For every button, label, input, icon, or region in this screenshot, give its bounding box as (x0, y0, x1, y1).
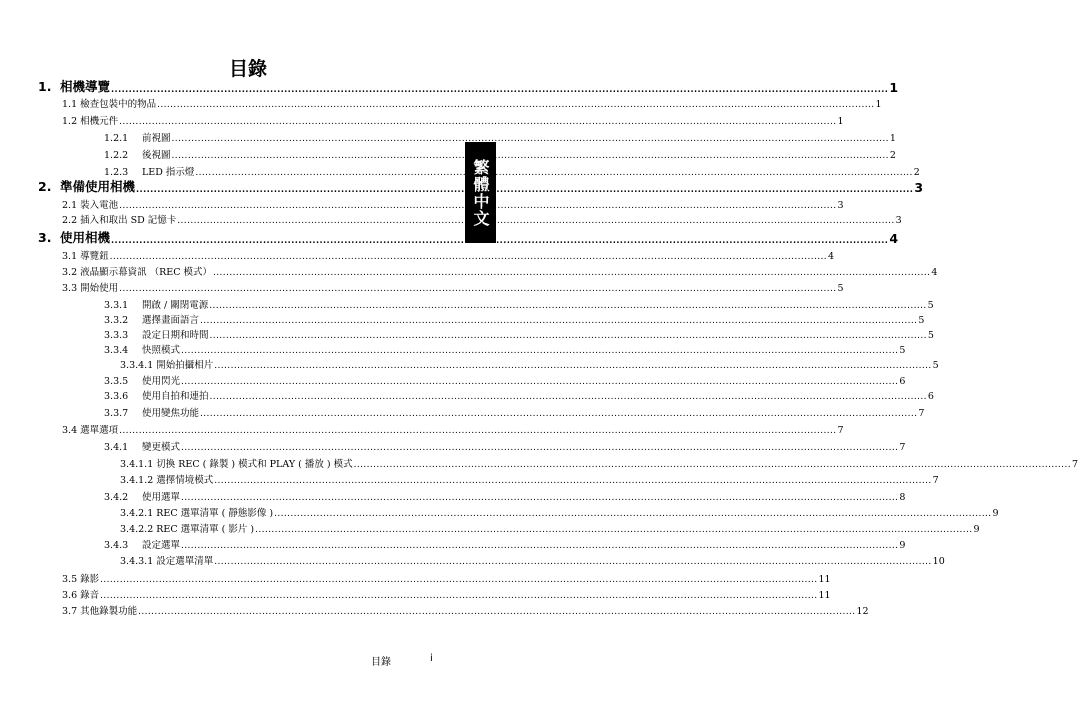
toc-entry[interactable] (120, 521, 980, 535)
dot-leader: ............................................................................................................................................................................................................................ (119, 117, 837, 127)
toc-entry-page: 12 (856, 606, 869, 617)
toc-entry[interactable] (62, 280, 844, 294)
dot-leader: ............................................................................................................................................................................................................................ (138, 607, 856, 617)
dot-leader: ............................................................................................................................................................................................................................ (209, 392, 927, 402)
toc-entry[interactable] (120, 505, 999, 519)
toc-entry-number: 3.4.2.1 (120, 508, 154, 519)
toc-entry-label: 設定日期和時間 (142, 330, 209, 341)
toc-entry-page: 4 (889, 231, 899, 246)
toc-entry[interactable] (62, 212, 902, 226)
dot-leader: ............................................................................................................................................................................................................................ (181, 541, 899, 551)
dot-leader: ............................................................................................................................................................................................................................ (119, 426, 837, 436)
toc-entry-label: 相機元件 (80, 116, 119, 127)
toc-entry-number: 3.4.3.1 (120, 556, 154, 567)
toc-entry-page: 5 (837, 283, 844, 294)
toc-entry-number: 1.2 (62, 116, 78, 127)
toc-entry-title (62, 280, 118, 294)
toc-entry-title (38, 77, 110, 95)
toc-entry-number: 1.2.1 (104, 133, 129, 144)
dot-leader: ............................................................................................................................................................................................................................ (200, 316, 918, 326)
toc-entry-label: 使用自拍和連拍 (142, 391, 209, 402)
toc-entry-page: 7 (918, 408, 925, 419)
toc-entry-number: 3.4.1 (104, 442, 129, 453)
toc-entry-number: 3.7 (62, 606, 78, 617)
toc-entry-number: 3.4.1.1 (120, 459, 154, 470)
toc-entry-number: 2.2 (62, 215, 78, 226)
toc-entry-number: 1.1 (62, 99, 78, 110)
toc-entry-title (104, 342, 180, 356)
toc-entry-title (120, 553, 213, 567)
toc-entry-number: 3.2 (62, 267, 78, 278)
toc-entry-title (104, 164, 194, 178)
toc-entry-page: 7 (1071, 459, 1078, 470)
toc-entry-title (62, 96, 156, 110)
toc-entry-title (104, 327, 209, 341)
toc-entry-title (104, 489, 180, 503)
dot-leader: ............................................................................................................................................................................................................................ (214, 361, 932, 371)
toc-entry-number: 3.4.2.2 (120, 524, 154, 535)
toc-entry-number: 3.4.3 (104, 540, 129, 551)
dot-leader: ............................................................................................................................................................................................................................ (181, 443, 899, 453)
toc-entry-label: 導覽鈕 (80, 251, 109, 262)
toc-entry-page: 2 (889, 150, 896, 161)
dot-leader: ............................................................................................................................................................................................................................ (209, 331, 927, 341)
toc-entry-label: 變更模式 (142, 442, 181, 453)
toc-entry-label: 使用變焦功能 (142, 408, 200, 419)
toc-entry-number: 3.4 (62, 425, 78, 436)
toc-entry[interactable] (120, 472, 939, 486)
dot-leader: ............................................................................................................................................................................................................................ (214, 476, 932, 486)
toc-entry-title (62, 571, 99, 585)
toc-entry-title (104, 297, 208, 311)
toc-entry-label: 設定選單 (142, 540, 181, 551)
toc-entry-page: 9 (992, 508, 999, 519)
dot-leader: ............................................................................................................................................................................................................................ (181, 493, 899, 503)
dot-leader: ............................................................................................................................................................................................................................ (136, 185, 914, 195)
toc-entry[interactable] (104, 147, 896, 161)
toc-entry-number: 3.4.1.2 (120, 475, 154, 486)
toc-entry-page: 3 (837, 200, 844, 211)
dot-leader: ............................................................................................................................................................................................................................ (209, 301, 927, 311)
toc-entry[interactable] (62, 197, 844, 211)
toc-entry-label: 設定選單清單 (156, 556, 214, 567)
toc-entry-title (104, 439, 180, 453)
toc-entry-label: 使用閃光 (142, 376, 181, 387)
toc-entry[interactable] (62, 96, 882, 110)
toc-entry[interactable] (62, 603, 869, 617)
toc-entry-number: 3.3.6 (104, 391, 129, 402)
toc-entry[interactable] (104, 489, 906, 503)
toc-entry[interactable] (104, 327, 934, 341)
dot-leader: ............................................................................................................................................................................................................................ (119, 284, 837, 294)
toc-entry[interactable] (62, 113, 844, 127)
footer-label: 目錄 (371, 657, 391, 668)
toc-entry-number: 3.1 (62, 251, 78, 262)
toc-entry[interactable] (104, 164, 920, 178)
toc-entry[interactable] (120, 456, 1078, 470)
toc-entry-number: 3.3.4.1 (120, 360, 154, 371)
toc-entry[interactable] (104, 297, 934, 311)
toc-entry-page: 6 (927, 391, 934, 402)
toc-entry-number: 3.3.4 (104, 345, 129, 356)
toc-entry-number: 3.3.1 (104, 300, 129, 311)
toc-entry-label: 切換 REC ( 錄製 ) 模式和 PLAY ( 播放 ) 模式 (156, 459, 353, 470)
toc-entry-page: 5 (927, 300, 934, 311)
toc-entry[interactable] (38, 79, 899, 95)
toc-entry-label: 選單選項 (80, 425, 119, 436)
dot-leader: ............................................................................................................................................................................................................................ (181, 346, 899, 356)
toc-entry-title (120, 472, 213, 486)
toc-entry-page: 9 (973, 524, 980, 535)
toc-entry-page: 10 (932, 556, 945, 567)
toc-entry-label: REC 選單清單 ( 靜態影像 ) (156, 508, 274, 519)
toc-entry-number: 3.3.2 (104, 315, 129, 326)
dot-leader: ............................................................................................................................................................................................................................ (177, 216, 895, 226)
toc-entry-title (62, 113, 118, 127)
toc-entry-number: 3.6 (62, 590, 78, 601)
toc-entry-title (62, 587, 99, 601)
toc-entry-label: REC 選單清單 ( 影片 ) (156, 524, 255, 535)
toc-entry-label: 插入和取出 SD 記憶卡 (80, 215, 177, 226)
toc-entry-label: 選擇情境模式 (156, 475, 214, 486)
toc-entry-label: 液晶顯示幕資訊 （REC 模式） (80, 267, 213, 278)
toc-entry-label: 前視圖 (142, 133, 171, 144)
toc-entry[interactable] (62, 264, 938, 278)
toc-entry-page: 4 (931, 267, 938, 278)
toc-entry-title (104, 373, 180, 387)
toc-entry-title (38, 177, 135, 195)
dot-leader: ............................................................................................................................................................................................................................ (274, 509, 992, 519)
toc-entry[interactable] (104, 130, 896, 144)
toc-entry-page: 7 (932, 475, 939, 486)
dot-leader: ............................................................................................................................................................................................................................ (119, 201, 837, 211)
dot-leader: ............................................................................................................................................................................................................................ (157, 100, 875, 110)
toc-entry-title (104, 405, 199, 419)
toc-entry-page: 1 (837, 116, 844, 127)
dot-leader: ............................................................................................................................................................................................................................ (100, 591, 818, 601)
dot-leader: ............................................................................................................................................................................................................................ (111, 85, 889, 95)
toc-entry-title (120, 456, 353, 470)
toc-entry[interactable] (62, 587, 831, 601)
toc-entry-page: 4 (828, 251, 835, 262)
page-title: 目錄 (228, 58, 267, 80)
toc-entry-label: 檢查包裝中的物品 (80, 99, 157, 110)
dot-leader: ............................................................................................................................................................................................................................ (109, 252, 828, 262)
toc-entry-page: 5 (927, 330, 934, 341)
toc-entry-label: 其他錄製功能 (80, 606, 138, 617)
toc-entry[interactable] (104, 342, 906, 356)
toc-entry-label: 相機導覽 (60, 79, 111, 94)
toc-entry-label: 開始拍攝相片 (156, 360, 214, 371)
dot-leader: ............................................................................................................................................................................................................................ (111, 236, 889, 246)
toc-entry-title (104, 130, 171, 144)
dot-leader: ............................................................................................................................................................................................................................ (200, 409, 918, 419)
toc-entry-title (62, 248, 109, 262)
toc-entry[interactable] (62, 422, 844, 436)
toc-entry-title (62, 422, 118, 436)
toc-entry-label: 開啟 / 關閉電源 (142, 300, 209, 311)
toc-entry-label: 錄音 (80, 590, 100, 601)
dot-leader: ............................................................................................................................................................................................................................ (100, 575, 818, 585)
toc-entry[interactable] (104, 405, 925, 419)
toc-entry-page: 1 (889, 80, 899, 95)
toc-entry[interactable] (104, 439, 906, 453)
toc-entry-title (104, 147, 171, 161)
toc-entry-number: 3.5 (62, 574, 78, 585)
toc-entry-label: LED 指示燈 (142, 167, 195, 178)
toc-entry[interactable] (104, 312, 925, 326)
toc-entry-title (104, 537, 180, 551)
toc-entry-label: 後視圖 (142, 150, 171, 161)
toc-entry[interactable] (104, 537, 906, 551)
dot-leader: ............................................................................................................................................................................................................................ (214, 557, 932, 567)
toc-entry-label: 開始使用 (80, 283, 119, 294)
toc-entry-number: 2. (38, 179, 52, 194)
dot-leader: ............................................................................................................................................................................................................................ (195, 168, 913, 178)
toc-entry-title (104, 388, 209, 402)
dot-leader: ............................................................................................................................................................................................................................ (171, 151, 889, 161)
toc-entry-number: 3.3.7 (104, 408, 129, 419)
dot-leader: ............................................................................................................................................................................................................................ (213, 268, 931, 278)
toc-entry-number: 3.4.2 (104, 492, 129, 503)
toc-entry-page: 11 (818, 590, 831, 601)
toc-entry[interactable] (62, 248, 835, 262)
footer-page-number: i (430, 653, 433, 664)
toc-entry-title (62, 197, 118, 211)
toc-entry-page: 5 (918, 315, 925, 326)
toc-entry-number: 1.2.3 (104, 167, 129, 178)
dot-leader: ............................................................................................................................................................................................................................ (255, 525, 973, 535)
toc-entry-title (104, 312, 199, 326)
language-tab-label: 繁體中文 (471, 158, 490, 227)
toc-entry-label: 使用選單 (142, 492, 181, 503)
toc-entry-page: 9 (899, 540, 906, 551)
toc-entry-page: 5 (932, 360, 939, 371)
toc-entry-title (120, 357, 213, 371)
toc-entry-number: 3.3.5 (104, 376, 129, 387)
toc-entry-page: 1 (889, 133, 896, 144)
toc-entry-number: 3.3 (62, 283, 78, 294)
toc-entry-page: 3 (914, 180, 924, 195)
toc-entry-page: 5 (899, 345, 906, 356)
toc-entry-label: 使用相機 (60, 230, 111, 245)
dot-leader: ............................................................................................................................................................................................................................ (171, 134, 889, 144)
dot-leader: ............................................................................................................................................................................................................................ (353, 460, 1071, 470)
toc-entry[interactable] (38, 230, 899, 246)
toc-entry-title (38, 228, 110, 246)
toc-entry[interactable] (120, 357, 939, 371)
toc-entry[interactable] (38, 179, 924, 195)
toc-entry-page: 7 (837, 425, 844, 436)
toc-entry-title (120, 505, 273, 519)
toc-entry-title (62, 603, 137, 617)
toc-entry-label: 快照模式 (142, 345, 181, 356)
toc-entry-title (120, 521, 254, 535)
toc-entry-page: 6 (899, 376, 906, 387)
toc-entry-page: 2 (913, 167, 920, 178)
toc-entry-label: 準備使用相機 (60, 179, 136, 194)
toc-entry-title (62, 264, 212, 278)
toc-entry[interactable] (62, 571, 831, 585)
toc-entry-page: 11 (818, 574, 831, 585)
toc-entry-number: 2.1 (62, 200, 78, 211)
toc-entry[interactable] (104, 373, 906, 387)
toc-entry[interactable] (104, 388, 934, 402)
toc-entry-number: 3. (38, 230, 52, 245)
toc-entry-label: 選擇畫面語言 (142, 315, 200, 326)
toc-entry-page: 3 (895, 215, 902, 226)
toc-entry[interactable] (120, 553, 945, 567)
toc-entry-number: 1.2.2 (104, 150, 129, 161)
toc-entry-number: 3.3.3 (104, 330, 129, 341)
toc-entry-title (62, 212, 176, 226)
toc-entry-page: 1 (875, 99, 882, 110)
toc-entry-page: 7 (899, 442, 906, 453)
toc-entry-number: 1. (38, 79, 52, 94)
toc-entry-label: 錄影 (80, 574, 100, 585)
dot-leader: ............................................................................................................................................................................................................................ (181, 377, 899, 387)
toc-entry-label: 裝入電池 (80, 200, 119, 211)
toc-entry-page: 8 (899, 492, 906, 503)
